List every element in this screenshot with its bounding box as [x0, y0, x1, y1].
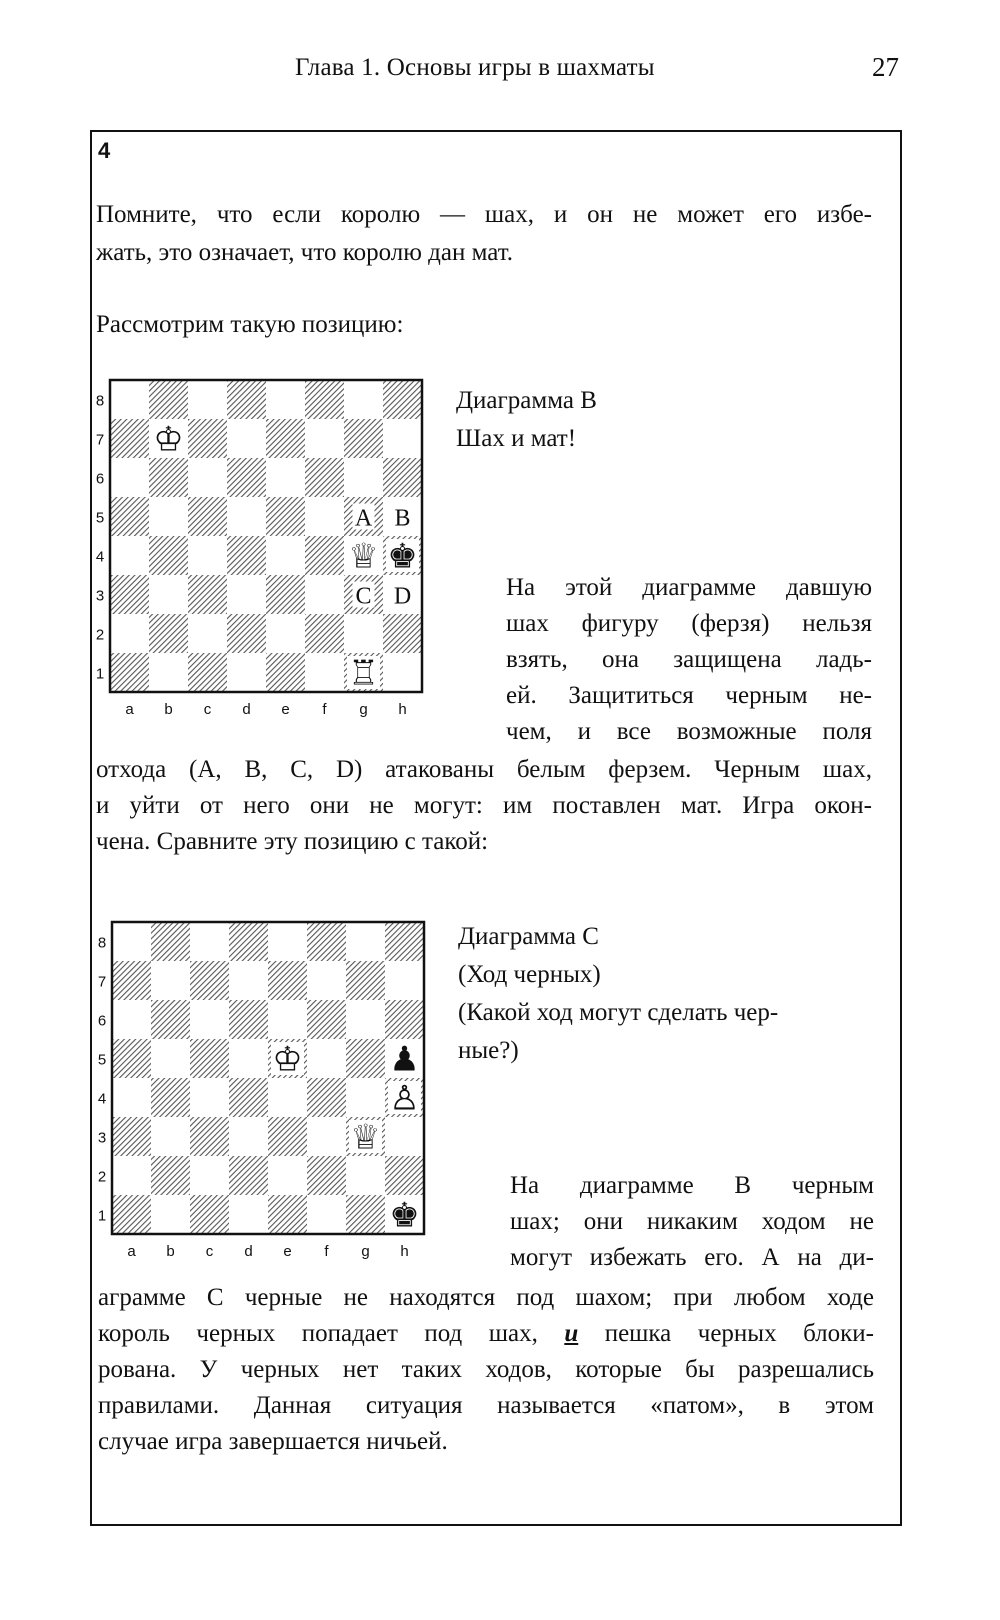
intro-paragraph [96, 196, 872, 272]
consider-line: Рассмотрим такую позицию: [96, 311, 404, 338]
square-marker: D [393, 583, 412, 610]
dark-square [227, 614, 266, 653]
chess-board-diagram-b [90, 376, 430, 724]
full-line: чена. Сравните эту позицию с такой: [96, 828, 489, 855]
full-line: рована. У черных нет таких ходов, которые бы разрешались [98, 1356, 874, 1383]
rank-label: 4 [95, 548, 105, 566]
file-label: c [203, 701, 212, 718]
square-marker: A [354, 505, 373, 532]
section-number: 4 [98, 138, 111, 163]
file-label: a [127, 1243, 136, 1260]
rank-label: 7 [95, 431, 105, 449]
dark-square [188, 419, 227, 458]
dark-square [110, 653, 149, 692]
dark-square [268, 1117, 307, 1156]
dark-square [151, 922, 190, 961]
dark-square [149, 536, 188, 575]
running-header: Глава 1. Основы игры в шахматы [295, 54, 655, 81]
side-line: На диаграмме В черным [510, 1172, 874, 1199]
dark-square [305, 614, 344, 653]
dark-square [266, 497, 305, 536]
diagram-c-caption [458, 918, 878, 1070]
rank-label: 2 [95, 626, 105, 644]
chess-piece: ♚ [389, 1195, 420, 1236]
file-label: d [242, 701, 251, 718]
dark-square [305, 536, 344, 575]
dark-square [149, 458, 188, 497]
diagram-c-title: Диаграмма С [458, 923, 599, 950]
dark-square [110, 575, 149, 614]
full-line: правилами. Данная ситуация называется «патом», в этом [98, 1392, 874, 1419]
dark-square [112, 1117, 151, 1156]
dark-square [346, 1039, 385, 1078]
chess-piece: ♔ [272, 1039, 303, 1080]
dark-square [266, 653, 305, 692]
dark-square [383, 458, 422, 497]
dark-square [346, 961, 385, 1000]
file-label: a [125, 701, 134, 718]
dark-square [266, 575, 305, 614]
square-marker: B [394, 505, 411, 532]
dark-square [151, 1000, 190, 1039]
dark-square [307, 1078, 346, 1117]
side-line: шах фигуру (ферзя) нельзя [506, 610, 872, 637]
file-label: g [361, 1243, 370, 1260]
full-line-part: пешка черных блоки- [578, 1320, 874, 1347]
dark-square [188, 497, 227, 536]
full-line: отхода (А, В, С, D) атакованы белым ферзем. Черным шах, [96, 756, 872, 783]
file-label: h [398, 701, 407, 718]
side-line: могут избежать его. А на ди- [510, 1244, 874, 1271]
rank-label: 1 [97, 1207, 107, 1225]
dark-square [346, 1195, 385, 1234]
file-label: c [205, 1243, 214, 1260]
emphasis-word: и [564, 1320, 579, 1347]
dark-square [190, 1039, 229, 1078]
chess-piece: ♟ [389, 1039, 420, 1080]
intro-line: Помните, что если королю — шах, и он не может его избе- [96, 201, 872, 228]
dark-square [385, 922, 424, 961]
rank-label: 3 [95, 587, 105, 605]
dark-square [110, 497, 149, 536]
side-line: шах; они никаким ходом не [510, 1208, 874, 1235]
square-marker: C [355, 583, 372, 610]
intro-line: жать, это означает, что королю дан мат. [96, 239, 513, 266]
rank-label: 8 [95, 392, 105, 410]
dark-square [227, 536, 266, 575]
side-line: взять, она защищена ладь- [506, 646, 872, 673]
dark-square [383, 380, 422, 419]
dark-square [149, 380, 188, 419]
dark-square [151, 1078, 190, 1117]
diagram-b-title: Диаграмма В [456, 387, 597, 414]
file-label: b [164, 701, 173, 718]
dark-square [268, 961, 307, 1000]
dark-square [227, 380, 266, 419]
dark-square [112, 961, 151, 1000]
rank-label: 6 [97, 1012, 107, 1030]
chess-piece: ♚ [387, 536, 418, 577]
full-line-with-emphasis [98, 1316, 874, 1352]
dark-square [188, 575, 227, 614]
diagram-b-subtitle: Шах и мат! [456, 425, 577, 452]
dark-square [383, 614, 422, 653]
diagram-c-subtitle: (Ход черных) [458, 961, 601, 988]
file-label: e [281, 701, 290, 718]
dark-square [190, 1195, 229, 1234]
dark-square [229, 1078, 268, 1117]
chess-piece: ♖ [348, 653, 379, 694]
dark-square [229, 1156, 268, 1195]
rank-label: 5 [97, 1051, 107, 1069]
dark-square [151, 1156, 190, 1195]
page-number: 27 [872, 52, 899, 82]
dark-square [227, 458, 266, 497]
full-line: и уйти от него они не могут: им поставлен мат. Игра окон- [96, 792, 872, 819]
dark-square [307, 1000, 346, 1039]
chess-piece: ♕ [348, 536, 379, 577]
file-label: h [400, 1243, 409, 1260]
dark-square [112, 1039, 151, 1078]
side-line: ей. Защититься черным не- [506, 682, 872, 709]
dark-square [112, 1195, 151, 1234]
diagram-b-caption [456, 382, 597, 458]
file-label: e [283, 1243, 292, 1260]
rank-label: 8 [97, 934, 107, 952]
chess-piece: ♕ [350, 1117, 381, 1158]
rank-label: 6 [95, 470, 105, 488]
dark-square [268, 1195, 307, 1234]
diagram-c-side-text [510, 1168, 874, 1276]
dark-square [305, 380, 344, 419]
file-label: f [322, 701, 327, 718]
full-line-part: король черных попадает под шах, [98, 1320, 565, 1347]
full-line: аграмме С черные не находятся под шахом; при любом ходе [98, 1284, 874, 1311]
dark-square [229, 922, 268, 961]
dark-square [149, 614, 188, 653]
diagram-c-question: ные?) [458, 1037, 519, 1064]
dark-square [266, 419, 305, 458]
diagram-b-full-text [96, 752, 872, 860]
side-line: чем, и все возможные поля [506, 718, 872, 745]
side-line: На этой диаграмме давшую [506, 574, 872, 601]
full-line: случае игра завершается ничьей. [98, 1428, 448, 1455]
chess-board-diagram-c [92, 918, 432, 1266]
dark-square [188, 653, 227, 692]
dark-square [229, 1000, 268, 1039]
dark-square [344, 419, 383, 458]
rank-label: 3 [97, 1129, 107, 1147]
chess-piece: ♔ [153, 419, 184, 460]
dark-square [307, 1156, 346, 1195]
dark-square [385, 1156, 424, 1195]
diagram-c-full-text [98, 1280, 874, 1460]
file-label: g [359, 701, 368, 718]
rank-label: 1 [95, 665, 105, 683]
rank-label: 7 [97, 973, 107, 991]
dark-square [307, 922, 346, 961]
file-label: d [244, 1243, 253, 1260]
rank-label: 2 [97, 1168, 107, 1186]
dark-square [385, 1000, 424, 1039]
rank-label: 4 [97, 1090, 107, 1108]
chess-piece: ♙ [389, 1078, 420, 1119]
file-label: b [166, 1243, 175, 1260]
dark-square [110, 419, 149, 458]
rank-label: 5 [95, 509, 105, 527]
diagram-c-question: (Какой ход могут сделать чер- [458, 999, 779, 1026]
file-label: f [324, 1243, 329, 1260]
dark-square [190, 1117, 229, 1156]
dark-square [190, 961, 229, 1000]
diagram-b-side-text [506, 570, 872, 750]
dark-square [305, 458, 344, 497]
